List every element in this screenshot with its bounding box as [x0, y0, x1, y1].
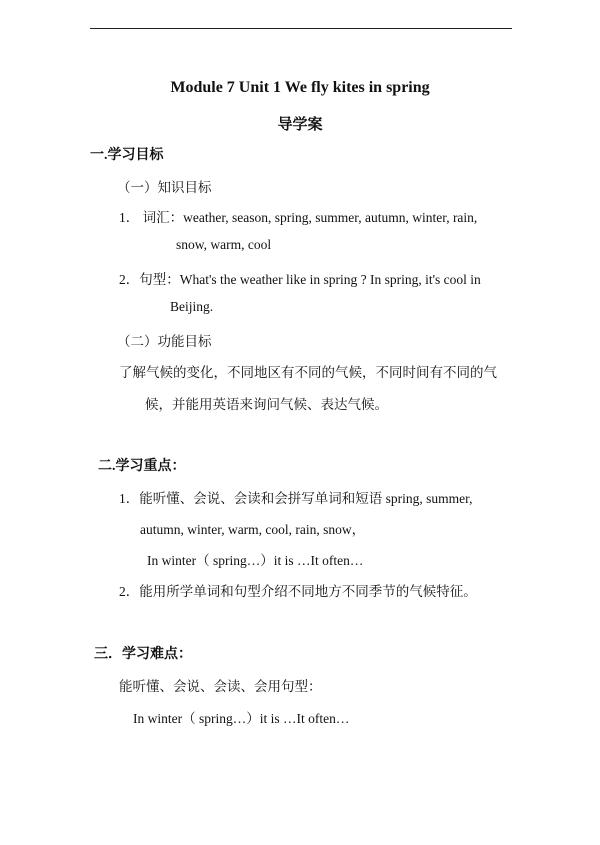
section3-heading: 三．学习难点：: [94, 647, 192, 662]
section1-sub1: （一）知识目标: [117, 180, 212, 195]
section3-line1: 能听懂、会说、会读、会用句型：: [119, 679, 322, 694]
page-title: Module 7 Unit 1 We fly kites in spring: [170, 79, 430, 96]
section1-sub2: （二）功能目标: [117, 334, 212, 349]
section2-item1-line3: In winter（ spring…）it is …It often…: [147, 553, 364, 568]
section2-item2: 2．能用所学单词和句型介绍不同地方不同季节的气候特征。: [119, 584, 477, 599]
page-subtitle: 导学案: [277, 117, 323, 133]
section1-item2-line2: Beijing.: [170, 299, 214, 314]
section2-item1-line1: 1．能听懂、会说、会读和会拼写单词和短语 spring, summer,: [119, 491, 473, 506]
section1-item1-line2: snow, warm, cool: [176, 237, 272, 252]
section1-item2-line1: 2．句型：What's the weather like in spring ? In spring, it's cool in: [119, 272, 481, 287]
section1-para-line1: 了解气候的变化，不同地区有不同的气候，不同时间有不同的气: [119, 365, 497, 380]
section1-heading: 一.学习目标: [90, 148, 164, 163]
section2-item1-line2: autumn, winter, warm, cool, rain, snow，: [140, 522, 366, 537]
section1-item1-line1: 1． 词汇：weather, season, spring, summer, autumn, winter, rain,: [119, 210, 478, 225]
header-rule: [90, 28, 512, 29]
section3-line2: In winter（ spring…）it is …It often…: [133, 711, 350, 726]
section1-para-line2: 候，并能用英语来询问气候、表达气候。: [145, 397, 388, 412]
section2-heading: 二.学习重点：: [98, 459, 186, 474]
